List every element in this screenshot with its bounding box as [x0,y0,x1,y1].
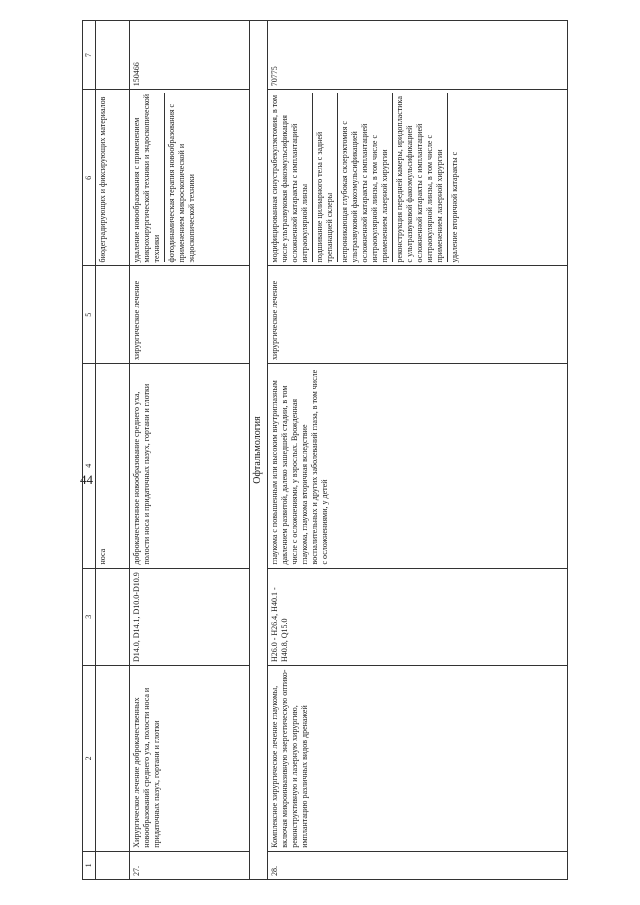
continuation-row [96,21,130,880]
row-28-method-1: модифицированная синустрабекулэктомия, в том числе ультразвуковая факоэмульсификация осложненной катаракты с имплантацией интраокулярной линзы [269,94,309,263]
row-28-codes: H26.0 - H26.4, H40.1 - H40.8, Q15.0 [267,568,567,666]
row-27-number: 27. [130,851,250,879]
row-28-method-5: удаление вторичной катаракты с [447,93,462,262]
row-28-number: 28. [267,851,567,879]
section-row [250,21,268,880]
rotated-table-wrapper [82,20,592,880]
header-col-7: 7 [83,21,96,90]
page-number: 44 [80,472,93,487]
table-row-27 [130,21,250,880]
row-27-cost: 150466 [130,21,250,90]
row-28-method-2: подшивание цилиарного тела с задней трепанацией склеры [312,93,337,262]
table-row-28 [267,21,567,880]
row-27-method-2: фотодинамическая терапия новообразования с применением микроскопической и эндоскопической техники [164,93,199,262]
continuation-diagnosis: носа [96,364,130,569]
row-28-diagnosis: глаукома с повышенным или высоким внутриглазным давлением развитой, далеко зашедшей стадии, в том числе с осложнениями, у взрослых. Врожденная глаукома, глаукома вторичная вследствие воспалительных и других заболеваний глаза, в том числе с осложнениями, у детей [267,364,567,569]
row-27-codes: D14.0, D14.1, D10.0-D10.9 [130,568,250,666]
row-27-name: Хирургическое лечение доброкачественных новообразований среднего уха, полости носа и придаточных пазух, гортани и глотки [130,666,250,852]
header-col-5: 5 [83,266,96,364]
header-col-2: 2 [83,666,96,852]
row-28-method-4: реконструкция передней камеры, иридопластика с ультразвуковой факоэмульсификацией осложненной катаракты с имплантацией интраокулярной линзы, в том числе с применением лазерной хирургии [392,93,447,262]
header-col-3: 3 [83,568,96,666]
row-28-method-3: непроникающая глубокая склерэктомия с ультразвуковой факоэмульсификацией осложненной катаракты с имплантацией интраокулярной линзы, в том числе с применением лазерной хирургии [337,93,392,262]
header-col-1: 1 [83,851,96,879]
header-col-4: 4 [83,364,96,569]
row-27-treatment: хирургическое лечение [130,266,250,364]
header-col-6: 6 [83,90,96,266]
header-row [83,21,96,880]
section-title: Офтальмология [250,21,268,880]
row-27-diagnosis: доброкачественное новообразование среднего уха, полости носа и придаточных пазух, гортани и глотки [130,364,250,569]
row-28-cost: 70775 [267,21,567,90]
row-28-treatment: хирургическое лечение [267,266,567,364]
continuation-method: биодеградирующих и фиксирующих материалов [96,90,130,266]
row-27-methods [130,90,250,266]
row-27-method-1: удаление новообразования с применением микрохирургической техники и эндоскопической техники [132,93,161,263]
row-28-methods [267,90,567,266]
row-28-name: Комплексное хирургическое лечение глаукомы, включая микроинвазивную энергетическую оптико-реконструктивную и лазерную хирургию, имплантацию различных видов дренажей [267,666,567,852]
procedures-table [82,20,568,880]
